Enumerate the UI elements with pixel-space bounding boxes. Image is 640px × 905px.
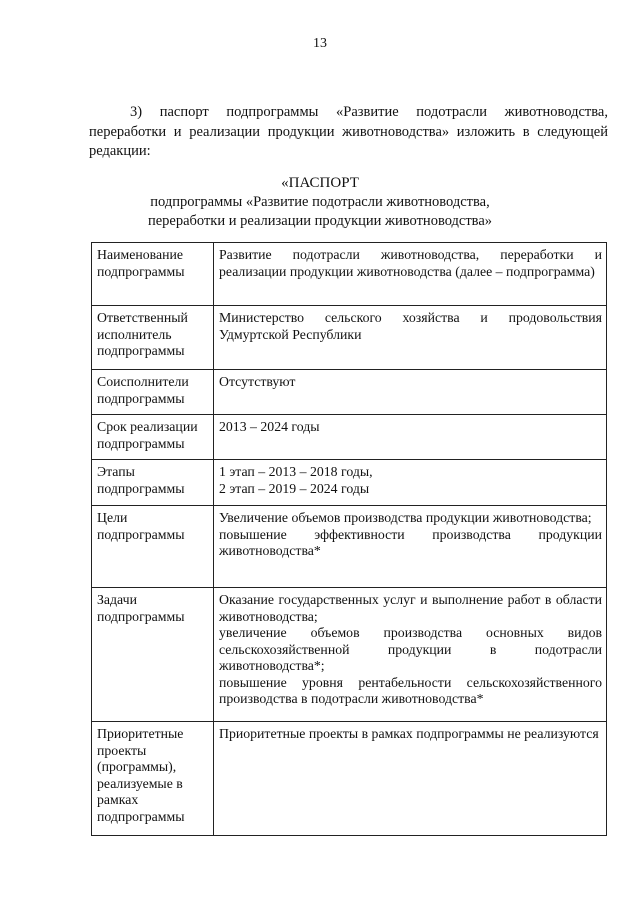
row-label: Цели подпрограммы: [92, 506, 214, 588]
passport-table: [91, 242, 607, 836]
intro-paragraph: 3) паспорт подпрограммы «Развитие подотрасли животноводства, переработки и реализации продукции животноводства» изложить в следующей редакции:: [89, 104, 608, 159]
table-row: [92, 460, 607, 506]
passport-title-block: [0, 174, 640, 231]
page-number: 13: [313, 36, 327, 51]
goal-line: повышение эффективности производства продукции животноводства*: [219, 526, 602, 558]
row-label: Соисполнители подпрограммы: [92, 370, 214, 415]
table-row: [92, 306, 607, 370]
row-value: [214, 588, 607, 722]
row-label: Задачи подпрограммы: [92, 588, 214, 722]
row-label: Срок реализации подпрограммы: [92, 415, 214, 460]
row-label: Этапы подпрограммы: [92, 460, 214, 506]
table-row: [92, 243, 607, 306]
goal-line: Увеличение объемов производства продукции животноводства;: [219, 510, 592, 525]
table-row: [92, 370, 607, 415]
table-row: [92, 415, 607, 460]
table-row: [92, 506, 607, 588]
passport-subtitle-line-2: переработки и реализации продукции животноводства»: [147, 213, 493, 229]
row-value: [214, 506, 607, 588]
row-value: 2013 – 2024 годы: [214, 415, 607, 460]
task-line: повышение уровня рентабельности сельскохозяйственного производства в подотрасли животноводства*: [219, 674, 602, 706]
row-label: Наименование подпрограммы: [92, 243, 214, 306]
table-row: [92, 588, 607, 722]
table-row: [92, 722, 607, 836]
passport-heading: «ПАСПОРТ: [281, 175, 359, 191]
task-line: Оказание государственных услуг и выполнение работ в области животноводства;: [219, 592, 602, 624]
row-value: [214, 460, 607, 506]
row-label: Приоритетные проекты (программы), реализуемые в рамках подпрограммы: [92, 722, 214, 836]
row-value: Отсутствуют: [214, 370, 607, 415]
stage-line: 1 этап – 2013 – 2018 годы,: [219, 464, 373, 479]
task-line: увеличение объемов производства основных видов сельскохозяйственной продукции в подотрасли животноводства*;: [219, 625, 602, 673]
row-label: Ответственный исполнитель подпрограммы: [92, 306, 214, 370]
passport-subtitle-line-1: подпрограммы «Развитие подотрасли животноводства,: [150, 194, 490, 210]
row-value: Приоритетные проекты в рамках подпрограммы не реализуются: [214, 722, 607, 836]
row-value: Развитие подотрасли животноводства, переработки и реализации продукции животноводства (далее – подпрограмма): [214, 243, 607, 306]
row-value: Министерство сельского хозяйства и продовольствия Удмуртской Республики: [214, 306, 607, 370]
stage-line: 2 этап – 2019 – 2024 годы: [219, 480, 370, 496]
